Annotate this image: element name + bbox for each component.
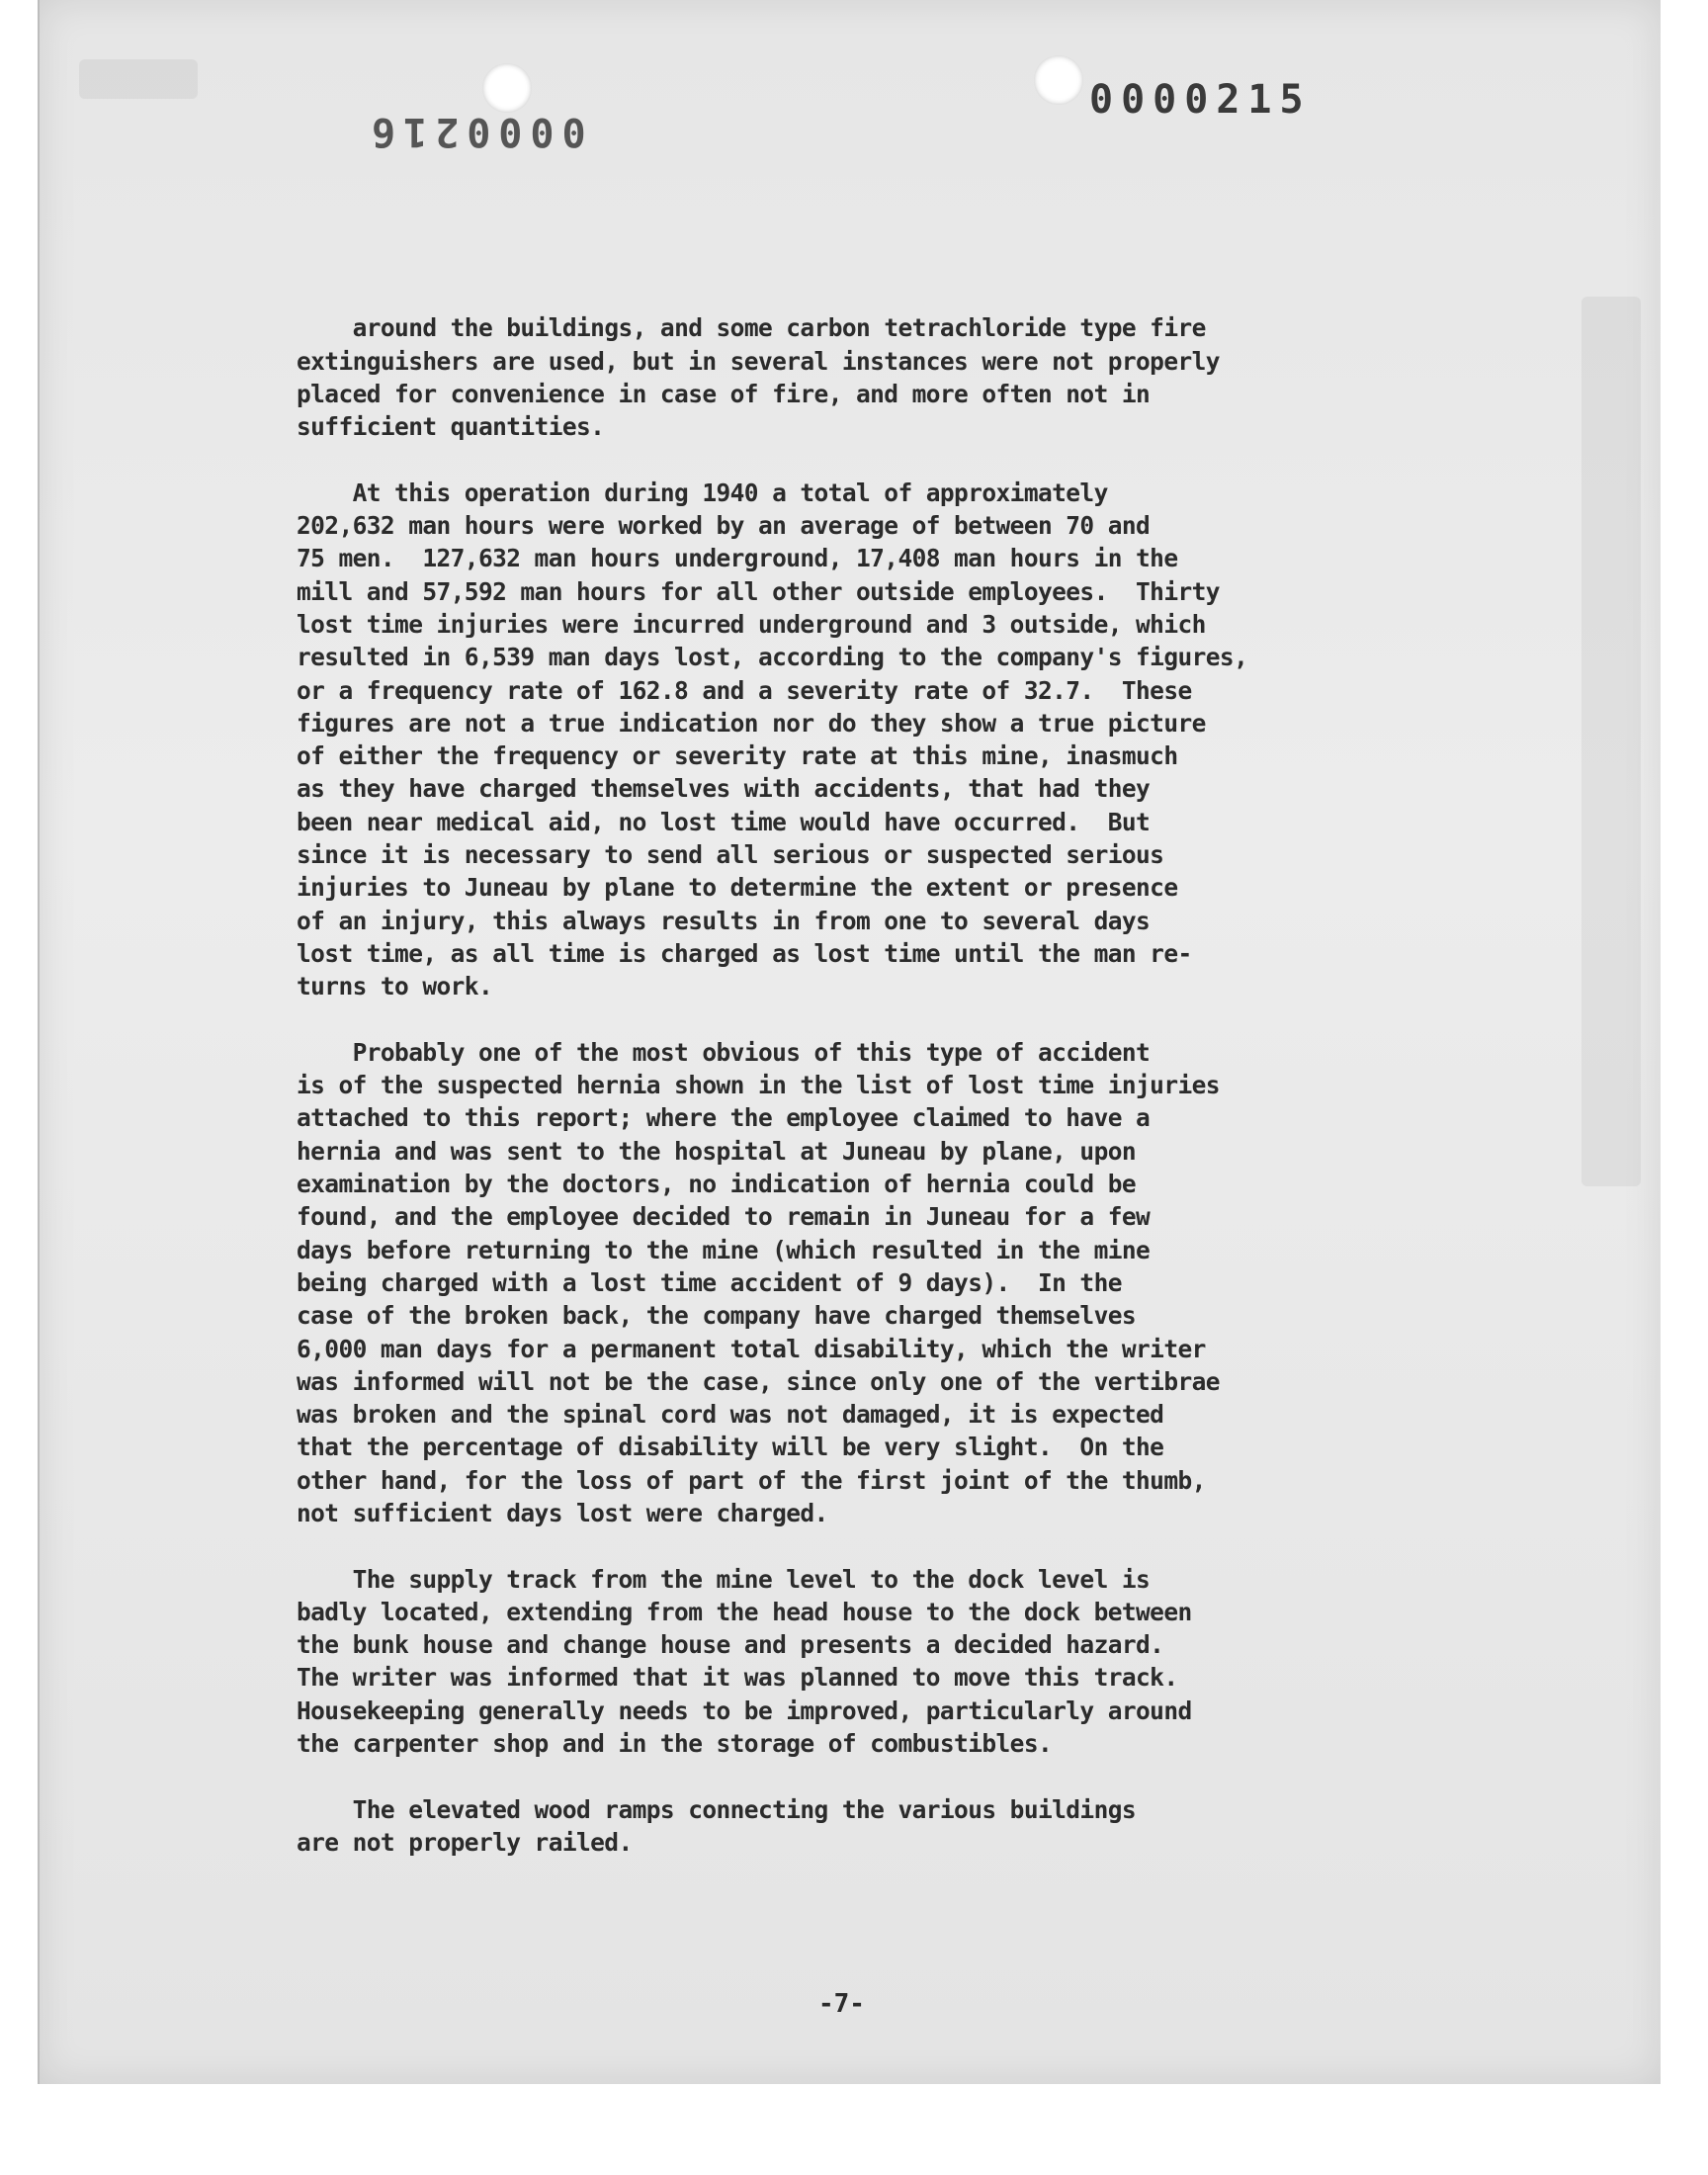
text-line: resulted in 6,539 man days lost, according to the company's figures, bbox=[297, 643, 1248, 672]
paragraph-fire-extinguishers bbox=[297, 279, 1423, 443]
text-line: attached to this report; where the employee claimed to have a bbox=[297, 1103, 1151, 1133]
scan-smudge bbox=[79, 59, 198, 99]
text-line: hernia and was sent to the hospital at Juneau by plane, upon bbox=[297, 1136, 1137, 1166]
text-line: days before returning to the mine (which resulted in the mine bbox=[297, 1235, 1151, 1264]
text-line: been near medical aid, no lost time would have occurred. But bbox=[297, 807, 1151, 836]
paragraph-wood-ramps bbox=[297, 1793, 1423, 1860]
text-line: lost time, as all time is charged as lost time until the man re- bbox=[297, 938, 1192, 968]
text-line: around the buildings, and some carbon tetrachloride type fire bbox=[352, 313, 1206, 343]
text-line: case of the broken back, the company have charged themselves bbox=[297, 1301, 1137, 1331]
punch-hole-left bbox=[482, 63, 532, 113]
text-line: not sufficient days lost were charged. bbox=[297, 1498, 828, 1527]
text-line: examination by the doctors, no indication of hernia could be bbox=[297, 1170, 1137, 1199]
report-body bbox=[297, 279, 1423, 1892]
text-line: 75 men. 127,632 man hours underground, 17,408 man hours in the bbox=[297, 544, 1178, 573]
text-line: of either the frequency or severity rate at this mine, inasmuch bbox=[297, 741, 1178, 771]
text-line: the carpenter shop and in the storage of combustibles. bbox=[297, 1729, 1053, 1759]
document-number-stamp: 0000215 bbox=[1089, 77, 1312, 123]
paragraph-hernia-case bbox=[297, 1036, 1423, 1529]
text-line: badly located, extending from the head house to the dock between bbox=[297, 1597, 1192, 1626]
page-number: -7- bbox=[818, 1989, 865, 2019]
text-line: mill and 57,592 man hours for all other outside employees. Thirty bbox=[297, 576, 1220, 606]
text-line: The elevated wood ramps connecting the various buildings bbox=[297, 1794, 1137, 1824]
text-line: of an injury, this always results in from one to several days bbox=[297, 906, 1151, 935]
text-line: was broken and the spinal cord was not damaged, it is expected bbox=[297, 1400, 1164, 1430]
inverted-number-stamp: 0000216 bbox=[364, 109, 586, 154]
text-line: as they have charged themselves with accidents, that had they bbox=[297, 774, 1151, 804]
text-line: that the percentage of disability will be very slight. On the bbox=[297, 1433, 1164, 1462]
text-line: turns to work. bbox=[297, 972, 493, 1001]
text-line: 202,632 man hours were worked by an average of between 70 and bbox=[297, 511, 1151, 541]
text-line: are not properly railed. bbox=[297, 1827, 633, 1857]
text-line: lost time injuries were incurred underground and 3 outside, which bbox=[297, 609, 1206, 639]
text-line: is of the suspected hernia shown in the list of lost time injuries bbox=[297, 1071, 1220, 1100]
text-line: At this operation during 1940 a total of approximately bbox=[297, 478, 1108, 507]
text-line: extinguishers are used, but in several instances were not properly bbox=[297, 346, 1220, 376]
text-line: found, and the employee decided to remain in Juneau for a few bbox=[297, 1202, 1151, 1232]
text-line: Probably one of the most obvious of this type of accident bbox=[297, 1037, 1151, 1067]
text-line: The writer was informed that it was planned to move this track. bbox=[297, 1663, 1178, 1693]
text-line: The supply track from the mine level to the dock level is bbox=[297, 1564, 1151, 1594]
paragraph-supply-track bbox=[297, 1563, 1423, 1761]
text-line: Housekeeping generally needs to be improved, particularly around bbox=[297, 1696, 1192, 1725]
text-line: being charged with a lost time accident of 9 days). In the bbox=[297, 1267, 1122, 1297]
text-line: sufficient quantities. bbox=[297, 412, 605, 442]
text-line: since it is necessary to send all serious or suspected serious bbox=[297, 840, 1164, 870]
text-line: or a frequency rate of 162.8 and a severity rate of 32.7. These bbox=[297, 675, 1192, 705]
text-line: 6,000 man days for a permanent total disability, which the writer bbox=[297, 1334, 1206, 1363]
paragraph-man-hours bbox=[297, 477, 1423, 1003]
scan-bleed-through bbox=[1581, 297, 1641, 1186]
text-line: placed for convenience in case of fire, and more often not in bbox=[297, 379, 1151, 408]
text-line: was informed will not be the case, since only one of the vertibrae bbox=[297, 1366, 1220, 1396]
text-line: injuries to Juneau by plane to determine the extent or presence bbox=[297, 873, 1178, 903]
text-line: the bunk house and change house and presents a decided hazard. bbox=[297, 1630, 1164, 1660]
text-line: figures are not a true indication nor do they show a true picture bbox=[297, 708, 1206, 738]
text-line: other hand, for the loss of part of the first joint of the thumb, bbox=[297, 1465, 1206, 1495]
punch-hole-right bbox=[1034, 55, 1083, 105]
